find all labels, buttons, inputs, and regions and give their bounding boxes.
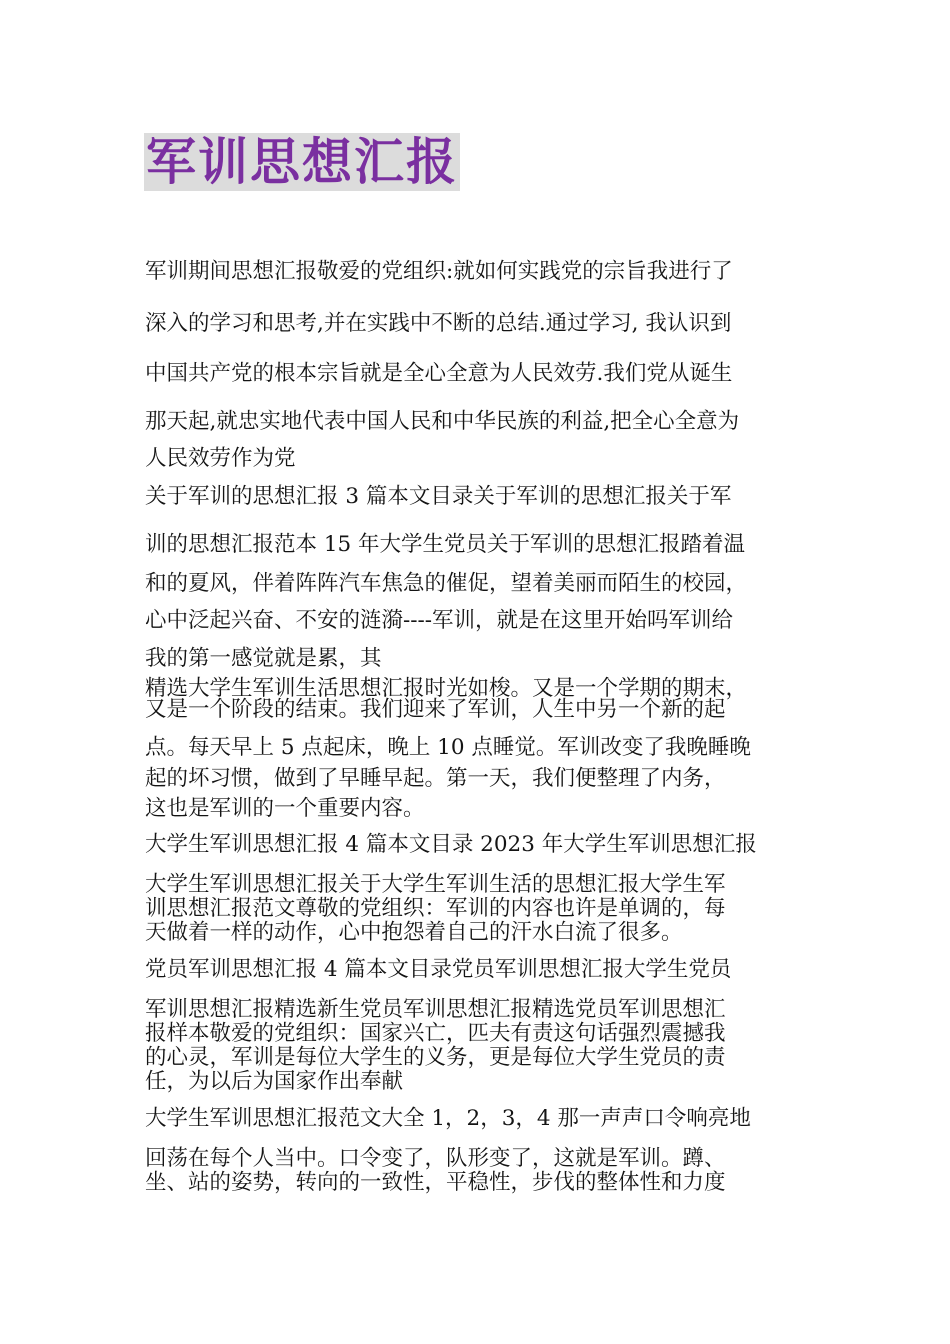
text-line: 报样本敬爱的党组织：国家兴亡，匹夫有责这句话强烈震撼我 [145,1021,726,1046]
text-line: 和的夏风，伴着阵阵汽车焦急的催促，望着美丽而陌生的校园， [145,571,748,596]
text-line: 中国共产党的根本宗旨就是全心全意为人民效劳.我们党从诞生 [145,361,733,386]
text-line: 又是一个阶段的结束。我们迎来了军训，人生中另一个新的起 [145,697,726,722]
text-line: 党员军训思想汇报 4 篇本文目录党员军训思想汇报大学生党员 [145,957,732,982]
text-line: 大学生军训思想汇报范文大全 1，2，3，4 那一声声口令响亮地 [145,1106,751,1131]
text-line: 深入的学习和思考,并在实践中不断的总结.通过学习, 我认识到 [145,311,732,336]
text-line: 天做着一样的动作，心中抱怨着自己的汗水白流了很多。 [145,920,683,945]
text-line: 点。每天早上 5 点起床，晚上 10 点睡觉。军训改变了我晚睡晚 [145,735,751,760]
text-line: 精选大学生军训生活思想汇报时光如梭。又是一个学期的期末， [145,676,748,701]
text-line: 大学生军训思想汇报关于大学生军训生活的思想汇报大学生军 [145,872,726,897]
text-line: 心中泛起兴奋、不安的涟漪----军训，就是在这里开始吗军训给 [145,608,734,633]
text-line: 回荡在每个人当中。口令变了，队形变了，这就是军训。蹲、 [145,1146,726,1171]
text-line: 人民效劳作为党 [145,446,296,471]
text-line: 军训期间思想汇报敬爱的党组织:就如何实践党的宗旨我进行了 [145,259,733,284]
text-line: 起的坏习惯，做到了早睡早起。第一天，我们便整理了内务， [145,766,726,791]
text-line: 大学生军训思想汇报 4 篇本文目录 2023 年大学生军训思想汇报 [145,832,757,857]
text-line: 那天起,就忠实地代表中国人民和中华民族的利益,把全心全意为 [145,409,740,434]
document-title: 军训思想汇报 [146,133,458,191]
text-line: 训的思想汇报范本 15 年大学生党员关于军训的思想汇报踏着温 [145,532,746,557]
text-line: 任，为以后为国家作出奉献 [145,1069,404,1094]
text-line: 我的第一感觉就是累，其 [145,646,382,671]
text-line: 关于军训的思想汇报 3 篇本文目录关于军训的思想汇报关于军 [145,484,732,509]
text-line: 坐、站的姿势，转向的一致性，平稳性，步伐的整体性和力度 [145,1170,726,1195]
text-line: 这也是军训的一个重要内容。 [145,796,425,821]
text-line: 训思想汇报范文尊敬的党组织：军训的内容也许是单调的，每 [145,896,726,921]
text-line: 的心灵，军训是每位大学生的义务，更是每位大学生党员的责 [145,1045,726,1070]
text-line: 军训思想汇报精选新生党员军训思想汇报精选党员军训思想汇 [145,997,726,1022]
